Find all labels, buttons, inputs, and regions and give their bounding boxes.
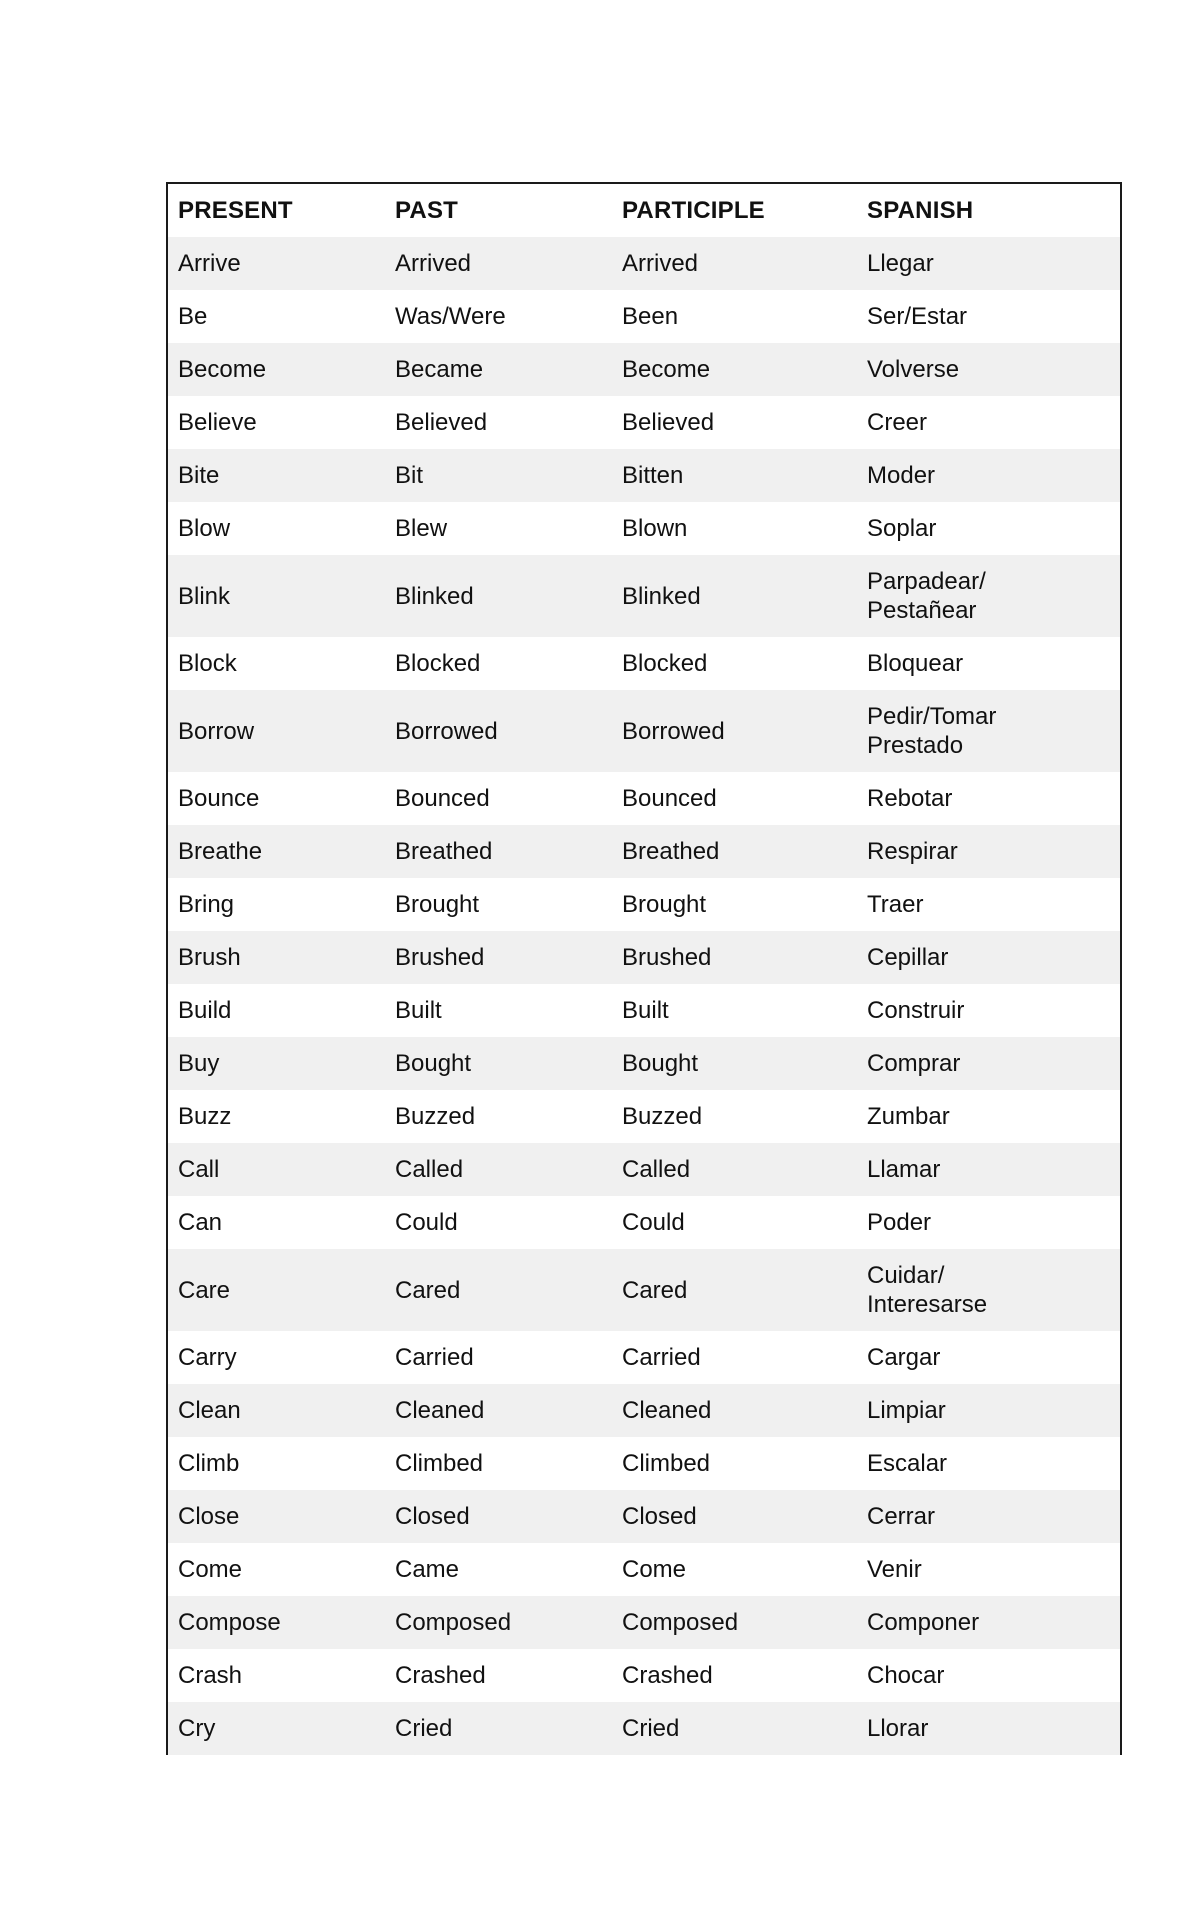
spanish-line: Ser/Estar — [867, 303, 968, 330]
spanish-cell — [857, 825, 1120, 878]
present-cell: Arrive — [168, 237, 385, 290]
present-cell: Block — [168, 637, 385, 690]
past-cell: Borrowed — [385, 690, 612, 772]
present-cell: Borrow — [168, 690, 385, 772]
past-cell: Blinked — [385, 555, 612, 637]
spanish-cell — [857, 449, 1120, 502]
participle-cell: Closed — [612, 1490, 857, 1543]
past-cell: Brushed — [385, 931, 612, 984]
participle-cell: Borrowed — [612, 690, 857, 772]
participle-cell: Bought — [612, 1037, 857, 1090]
spanish-cell — [857, 1596, 1120, 1649]
past-cell: Bought — [385, 1037, 612, 1090]
participle-cell: Been — [612, 290, 857, 343]
present-cell: Close — [168, 1490, 385, 1543]
spanish-line: Cargar — [867, 1344, 941, 1371]
participle-cell: Blown — [612, 502, 857, 555]
participle-cell: Built — [612, 984, 857, 1037]
past-cell: Buzzed — [385, 1090, 612, 1143]
table-row — [168, 1090, 1120, 1143]
spanish-cell — [857, 1037, 1120, 1090]
spanish-cell — [857, 637, 1120, 690]
past-cell: Was/Were — [385, 290, 612, 343]
past-cell: Blew — [385, 502, 612, 555]
past-cell: Composed — [385, 1596, 612, 1649]
present-cell: Cry — [168, 1702, 385, 1755]
spanish-cell — [857, 1249, 1120, 1331]
present-cell: Be — [168, 290, 385, 343]
past-cell: Cared — [385, 1249, 612, 1331]
spanish-line: Venir — [867, 1556, 922, 1583]
past-cell: Breathed — [385, 825, 612, 878]
present-cell: Clean — [168, 1384, 385, 1437]
spanish-line: Cepillar — [867, 944, 949, 971]
present-cell: Crash — [168, 1649, 385, 1702]
participle-cell: Come — [612, 1543, 857, 1596]
spanish-cell — [857, 1702, 1120, 1755]
past-cell: Cleaned — [385, 1384, 612, 1437]
spanish-line: Llorar — [867, 1715, 929, 1742]
past-cell: Brought — [385, 878, 612, 931]
spanish-cell — [857, 1331, 1120, 1384]
spanish-cell — [857, 396, 1120, 449]
participle-cell: Cared — [612, 1249, 857, 1331]
spanish-line: Cerrar — [867, 1503, 936, 1530]
present-cell: Carry — [168, 1331, 385, 1384]
table-row — [168, 825, 1120, 878]
past-cell: Could — [385, 1196, 612, 1249]
spanish-cell — [857, 1143, 1120, 1196]
past-cell: Built — [385, 984, 612, 1037]
past-cell: Blocked — [385, 637, 612, 690]
spanish-line: Escalar — [867, 1450, 948, 1477]
verb-table — [168, 184, 1120, 1755]
table-row — [168, 1437, 1120, 1490]
participle-cell: Bitten — [612, 449, 857, 502]
table-row — [168, 1331, 1120, 1384]
header-participle: PARTICIPLE — [622, 197, 765, 224]
past-cell: Came — [385, 1543, 612, 1596]
table-row — [168, 502, 1120, 555]
spanish-cell — [857, 878, 1120, 931]
present-cell: Brush — [168, 931, 385, 984]
spanish-cell — [857, 343, 1120, 396]
participle-cell: Brought — [612, 878, 857, 931]
participle-cell: Believed — [612, 396, 857, 449]
spanish-cell — [857, 502, 1120, 555]
participle-cell: Carried — [612, 1331, 857, 1384]
present-cell: Blink — [168, 555, 385, 637]
table-row — [168, 1490, 1120, 1543]
present-cell: Buy — [168, 1037, 385, 1090]
past-cell: Bit — [385, 449, 612, 502]
present-cell: Buzz — [168, 1090, 385, 1143]
spanish-line: Limpiar — [867, 1397, 946, 1424]
participle-cell: Cleaned — [612, 1384, 857, 1437]
spanish-cell — [857, 1090, 1120, 1143]
spanish-line: Volverse — [867, 356, 960, 383]
table-row — [168, 1702, 1120, 1755]
table-row — [168, 343, 1120, 396]
spanish-line: Cuidar/ — [867, 1262, 945, 1289]
past-cell: Called — [385, 1143, 612, 1196]
present-cell: Bounce — [168, 772, 385, 825]
spanish-line: Bloquear — [867, 650, 964, 677]
spanish-cell — [857, 1437, 1120, 1490]
table-row — [168, 449, 1120, 502]
present-cell: Bite — [168, 449, 385, 502]
spanish-cell — [857, 237, 1120, 290]
participle-cell: Breathed — [612, 825, 857, 878]
spanish-line: Componer — [867, 1609, 980, 1636]
past-cell: Closed — [385, 1490, 612, 1543]
present-cell: Breathe — [168, 825, 385, 878]
table-body — [168, 237, 1120, 1755]
spanish-cell — [857, 1384, 1120, 1437]
header-past: PAST — [395, 197, 459, 224]
participle-cell: Could — [612, 1196, 857, 1249]
spanish-line: Parpadear/ — [867, 568, 986, 595]
present-cell: Build — [168, 984, 385, 1037]
table-row — [168, 1037, 1120, 1090]
table-row — [168, 772, 1120, 825]
present-cell: Become — [168, 343, 385, 396]
spanish-line: Rebotar — [867, 785, 953, 812]
present-cell: Care — [168, 1249, 385, 1331]
present-cell: Bring — [168, 878, 385, 931]
table-row — [168, 555, 1120, 637]
spanish-line: Prestado — [867, 732, 964, 759]
spanish-line: Construir — [867, 997, 965, 1024]
spanish-line: Soplar — [867, 515, 937, 542]
present-cell: Climb — [168, 1437, 385, 1490]
spanish-line: Zumbar — [867, 1103, 950, 1130]
past-cell: Cried — [385, 1702, 612, 1755]
header-present: PRESENT — [178, 197, 293, 224]
table-row — [168, 1543, 1120, 1596]
spanish-line: Creer — [867, 409, 928, 436]
past-cell: Believed — [385, 396, 612, 449]
present-cell: Believe — [168, 396, 385, 449]
participle-cell: Cried — [612, 1702, 857, 1755]
table-row — [168, 290, 1120, 343]
spanish-line: Respirar — [867, 838, 958, 865]
present-cell: Can — [168, 1196, 385, 1249]
past-cell: Arrived — [385, 237, 612, 290]
table-row — [168, 1143, 1120, 1196]
table-row — [168, 1384, 1120, 1437]
spanish-line: Llamar — [867, 1156, 941, 1183]
participle-cell: Blinked — [612, 555, 857, 637]
spanish-cell — [857, 1196, 1120, 1249]
spanish-line: Traer — [867, 891, 924, 918]
participle-cell: Become — [612, 343, 857, 396]
table-row — [168, 1196, 1120, 1249]
past-cell: Climbed — [385, 1437, 612, 1490]
participle-cell: Bounced — [612, 772, 857, 825]
table-row — [168, 984, 1120, 1037]
spanish-cell — [857, 555, 1120, 637]
spanish-line: Pedir/Tomar — [867, 703, 997, 730]
table-row — [168, 1649, 1120, 1702]
table-header-row — [168, 184, 1120, 237]
present-cell: Compose — [168, 1596, 385, 1649]
spanish-cell — [857, 984, 1120, 1037]
past-cell: Carried — [385, 1331, 612, 1384]
table-row — [168, 237, 1120, 290]
participle-cell: Blocked — [612, 637, 857, 690]
spanish-line: Poder — [867, 1209, 932, 1236]
spanish-cell — [857, 290, 1120, 343]
participle-cell: Buzzed — [612, 1090, 857, 1143]
table-row — [168, 690, 1120, 772]
participle-cell: Crashed — [612, 1649, 857, 1702]
spanish-line: Comprar — [867, 1050, 961, 1077]
table-row — [168, 396, 1120, 449]
header-spanish: SPANISH — [867, 197, 974, 224]
spanish-line: Llegar — [867, 250, 934, 277]
spanish-cell — [857, 1490, 1120, 1543]
spanish-line: Interesarse — [867, 1291, 988, 1318]
past-cell: Bounced — [385, 772, 612, 825]
participle-cell: Arrived — [612, 237, 857, 290]
table-row — [168, 1249, 1120, 1331]
spanish-line: Pestañear — [867, 597, 977, 624]
spanish-cell — [857, 931, 1120, 984]
table-row — [168, 931, 1120, 984]
present-cell: Call — [168, 1143, 385, 1196]
participle-cell: Climbed — [612, 1437, 857, 1490]
table-row — [168, 637, 1120, 690]
spanish-cell — [857, 772, 1120, 825]
spanish-cell — [857, 1543, 1120, 1596]
participle-cell: Brushed — [612, 931, 857, 984]
past-cell: Crashed — [385, 1649, 612, 1702]
past-cell: Became — [385, 343, 612, 396]
participle-cell: Composed — [612, 1596, 857, 1649]
spanish-line: Chocar — [867, 1662, 945, 1689]
participle-cell: Called — [612, 1143, 857, 1196]
present-cell: Come — [168, 1543, 385, 1596]
spanish-line: Moder — [867, 462, 936, 489]
spanish-cell — [857, 690, 1120, 772]
spanish-cell — [857, 1649, 1120, 1702]
table-row — [168, 1596, 1120, 1649]
present-cell: Blow — [168, 502, 385, 555]
verb-table-container — [166, 182, 1122, 1755]
table-row — [168, 878, 1120, 931]
